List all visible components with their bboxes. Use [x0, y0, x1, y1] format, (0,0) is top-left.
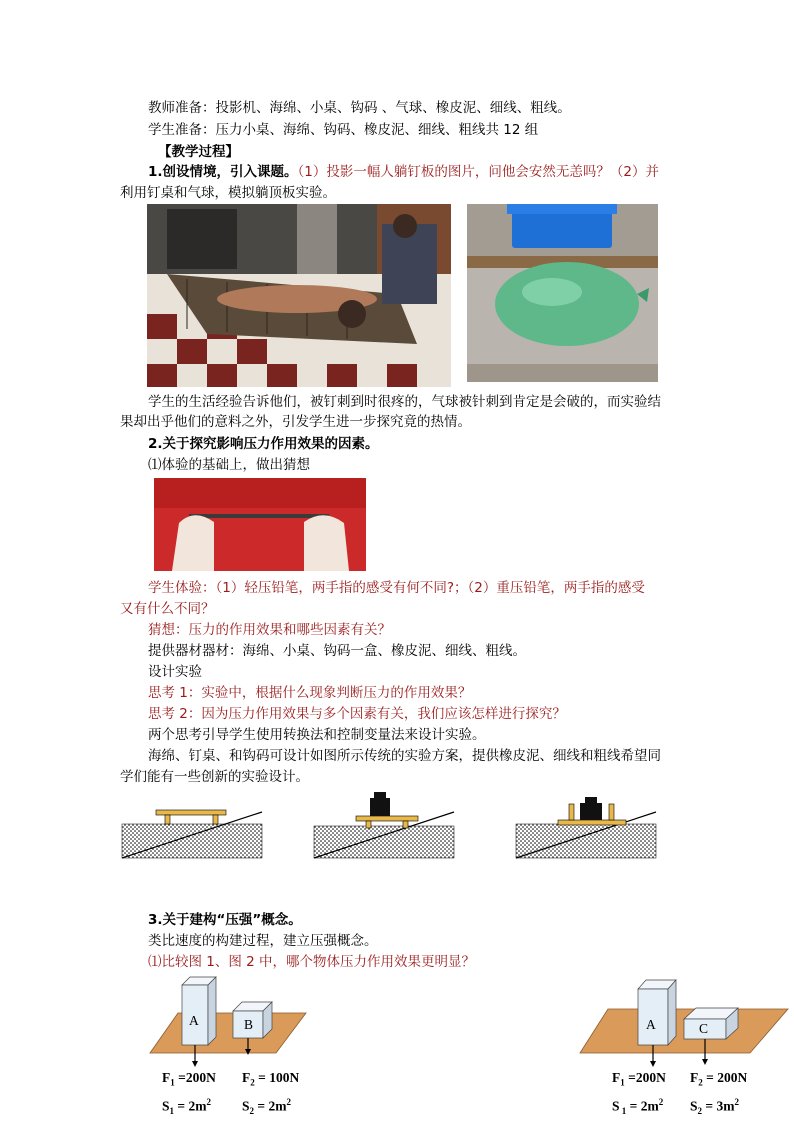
sec2-sub1: ⑴体验的基础上，做出猜想 [148, 457, 310, 473]
block-b-label: B [244, 1017, 254, 1032]
design: 设计实验 [148, 664, 202, 680]
plan1: 海绵、钉桌、和钩码可设计如图所示传统的实验方案，提供橡皮泥、细线和粗线希望同 [148, 748, 661, 764]
fig2-f2: $F_2 = 200N$ [690, 1070, 748, 1088]
fig1-s1: $S_1 = 2m^2$ [162, 1097, 211, 1117]
block-a2-label: A [646, 1017, 656, 1032]
fig2-s1: S $_1 = 2m^2$ [612, 1097, 664, 1117]
block-a-label: A [189, 1013, 199, 1028]
fig1-s2: $S_2 = 2m^2$ [242, 1097, 291, 1117]
sec1-para2: 果却出乎他们的意料之外，引发学生进一步探究竟的热情。 [120, 414, 471, 430]
fig2-f1: $F_1 =200N$ [612, 1070, 666, 1088]
think2: 思考 2：因为压力作用效果与多个因素有关，我们应该怎样进行探究？ [148, 706, 566, 722]
sec1-line1 [148, 162, 659, 182]
bed-of-nails-photo [147, 204, 451, 387]
exp-text: （1）轻压铅笔，两手指的感受有何不同?；（2）重压铅笔，两手指的感受 [215, 580, 645, 596]
fig1-f1: $F_1 =200N$ [162, 1070, 216, 1088]
sec3-compare: ⑴比较图 1、图 2 中，哪个物体压力作用效果更明显？ [148, 954, 476, 970]
fig2-s2: $S_2 = 3m^2$ [690, 1097, 739, 1117]
student-prep: 学生准备：压力小桌、海绵、钩码、橡皮泥、细线、粗线共 12 组 [148, 122, 539, 138]
diagram-2 [314, 792, 454, 858]
diagram-3 [516, 797, 656, 858]
fig1-f2: $F_2 = 100N$ [242, 1070, 300, 1088]
sec1-title: 1.创设情境，引入课题。 [148, 164, 298, 180]
teacher-prep: 教师准备：投影机、海绵、小桌、钩码 、气球、橡皮泥、细线、粗线。 [148, 100, 571, 116]
sponge-table-diagram [118, 790, 678, 862]
diagram-1 [122, 810, 262, 858]
exp-label: 学生体验： [148, 580, 216, 596]
guess: 猜想：压力的作用效果和哪些因素有关？ [148, 622, 391, 638]
sec2-exp-line1 [148, 578, 645, 598]
sec3-title: 3.关于建构“压强”概念。 [148, 912, 302, 928]
sec2-title: 2.关于探究影响压力作用效果的因素。 [148, 436, 379, 452]
think1: 思考 1：实验中，根据什么现象判断压力的作用效果？ [148, 685, 472, 701]
figure-2 [578, 975, 790, 1067]
sec1-text2: 利用钉桌和气球，模拟躺顶板实验。 [120, 185, 336, 201]
plan2: 学们能有一些创新的实验设计。 [120, 769, 309, 785]
sec3-analogy: 类比速度的构建过程，建立压强概念。 [148, 933, 378, 949]
materials: 提供器材器材：海绵、小桌、钩码一盒、橡皮泥、细线、粗线。 [148, 643, 526, 659]
exp-text2: 又有什么不同？ [120, 601, 215, 617]
figure-1 [148, 975, 308, 1067]
pencil-press-photo [154, 478, 366, 571]
sec1-text1: （1）投影一幅人躺钉板的图片，问他会安然无恙吗？（2）并 [297, 164, 659, 180]
guide: 两个思考引导学生使用转换法和控制变量法来设计实验。 [148, 727, 486, 743]
process-heading: 【教学过程】 [158, 144, 239, 160]
sec1-para1: 学生的生活经验告诉他们，被钉刺到时很疼的，气球被针刺到肯定是会破的，而实验结 [148, 394, 661, 410]
balloon-nail-photo [467, 204, 658, 382]
block-c-label: C [699, 1021, 709, 1036]
